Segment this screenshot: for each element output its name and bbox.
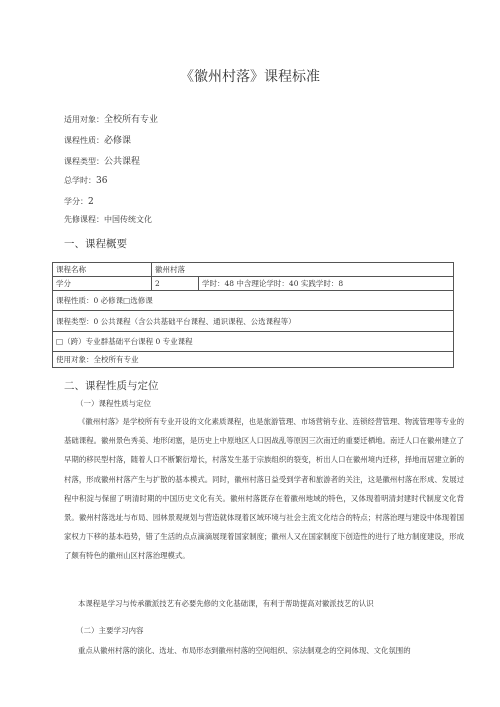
meta-label: 课程性质： <box>64 136 104 145</box>
meta-label: 学分： <box>64 197 88 206</box>
meta-value: 公共课程 <box>104 157 141 167</box>
section-heading-overview: 一、课程概要 <box>64 238 127 250</box>
meta-value: 必修课 <box>104 136 132 146</box>
table-cell: 徽州村落 <box>152 263 454 277</box>
page-title: 《徽州村落》课程标准 <box>180 69 320 85</box>
table-cell: 课程性质：0 必修课□选修课 <box>53 291 454 311</box>
meta-target <box>64 112 158 125</box>
table-row <box>53 277 454 291</box>
subsection-heading: （二）主要学习内容 <box>76 626 144 635</box>
table-cell: 2 <box>152 277 199 291</box>
table-row <box>53 291 454 311</box>
section-heading-nature: 二、课程性质与定位 <box>64 380 159 392</box>
meta-label: 先修课程： <box>64 215 104 224</box>
table-row <box>53 311 454 332</box>
table-cell: 学分 <box>53 277 152 291</box>
table-cell: 课程名称 <box>53 263 152 277</box>
meta-value: 全校所有专业 <box>104 115 159 125</box>
body-paragraph: 《徽州村落》是学校所有专业开设的文化素质课程，也是旅游管理、市场营销专业、连锁经营管理、物流管理等专业的基础课程。徽州景色秀美、地形闭塞，是历史上中原地区人口因战乱等原因三次南迁的重要迁栖地。南迁人口在徽州建立了早期的移民型村落，随着人口不断繁衍增长，村落发生基于宗族组织的裂变，析出人口在徽州境内迁移，择地而居建立新的村落，形成徽州村落产生与扩散的基本模式。同时，徽州村落日益受到学者和旅游者的关注，这是徽州村落在形成、发展过程中积淀与保留了明清时期的中国历史文化有关。徽州村落既存在着徽州地域的特色，又体现着明清封建时代制度文化背景。徽州村落选址与布局、园林景观规划与营造就体现着区域环境与社会主流文化结合的特点；村落治理与建设中体现着国家权力下移的基本趋势，错了生活的点点滴滴展现着国家制度；徽州人又在国家制度下创造性的进行了地方制度建设，形成了颇有特色的徽州山区村落治理模式。 <box>64 417 464 561</box>
course-summary-table <box>52 262 454 368</box>
table-row <box>53 263 454 277</box>
table-cell: 使用对象：全校所有专业 <box>53 352 454 368</box>
table-cell: □（跨）专业群基础平台课程 0 专业课程 <box>53 332 454 352</box>
subsection-heading: （一）课程性质与定位 <box>76 399 151 408</box>
body-paragraph: 本课程是学习与传承徽派技艺有必要先修的文化基础课，有利于帮助提高对徽派技艺的认识 <box>78 599 374 608</box>
table-row <box>53 352 454 368</box>
meta-hours <box>64 175 107 186</box>
table-cell: 课程类型：0 公共课程（含公共基础平台课程、通识课程、公选课程等） <box>53 311 454 332</box>
meta-value: 2 <box>88 197 94 207</box>
meta-type <box>64 154 140 167</box>
meta-label: 总学时： <box>64 176 96 185</box>
meta-prereq <box>64 214 152 225</box>
meta-nature <box>64 133 131 146</box>
meta-value: 36 <box>96 176 108 186</box>
table-row <box>53 332 454 352</box>
table-cell: 学时：48 中含理论学时：40 实践学时：8 <box>199 277 454 291</box>
meta-value: 中国传统文化 <box>104 215 152 224</box>
meta-label: 适用对象： <box>64 115 104 124</box>
meta-credits <box>64 196 94 207</box>
meta-label: 课程类型： <box>64 157 104 166</box>
body-paragraph: 重点从徽州村落的演化、选址、布局形态到徽州村落的空间组织、宗法制观念的空间体现、文化氛围的 <box>78 646 411 655</box>
